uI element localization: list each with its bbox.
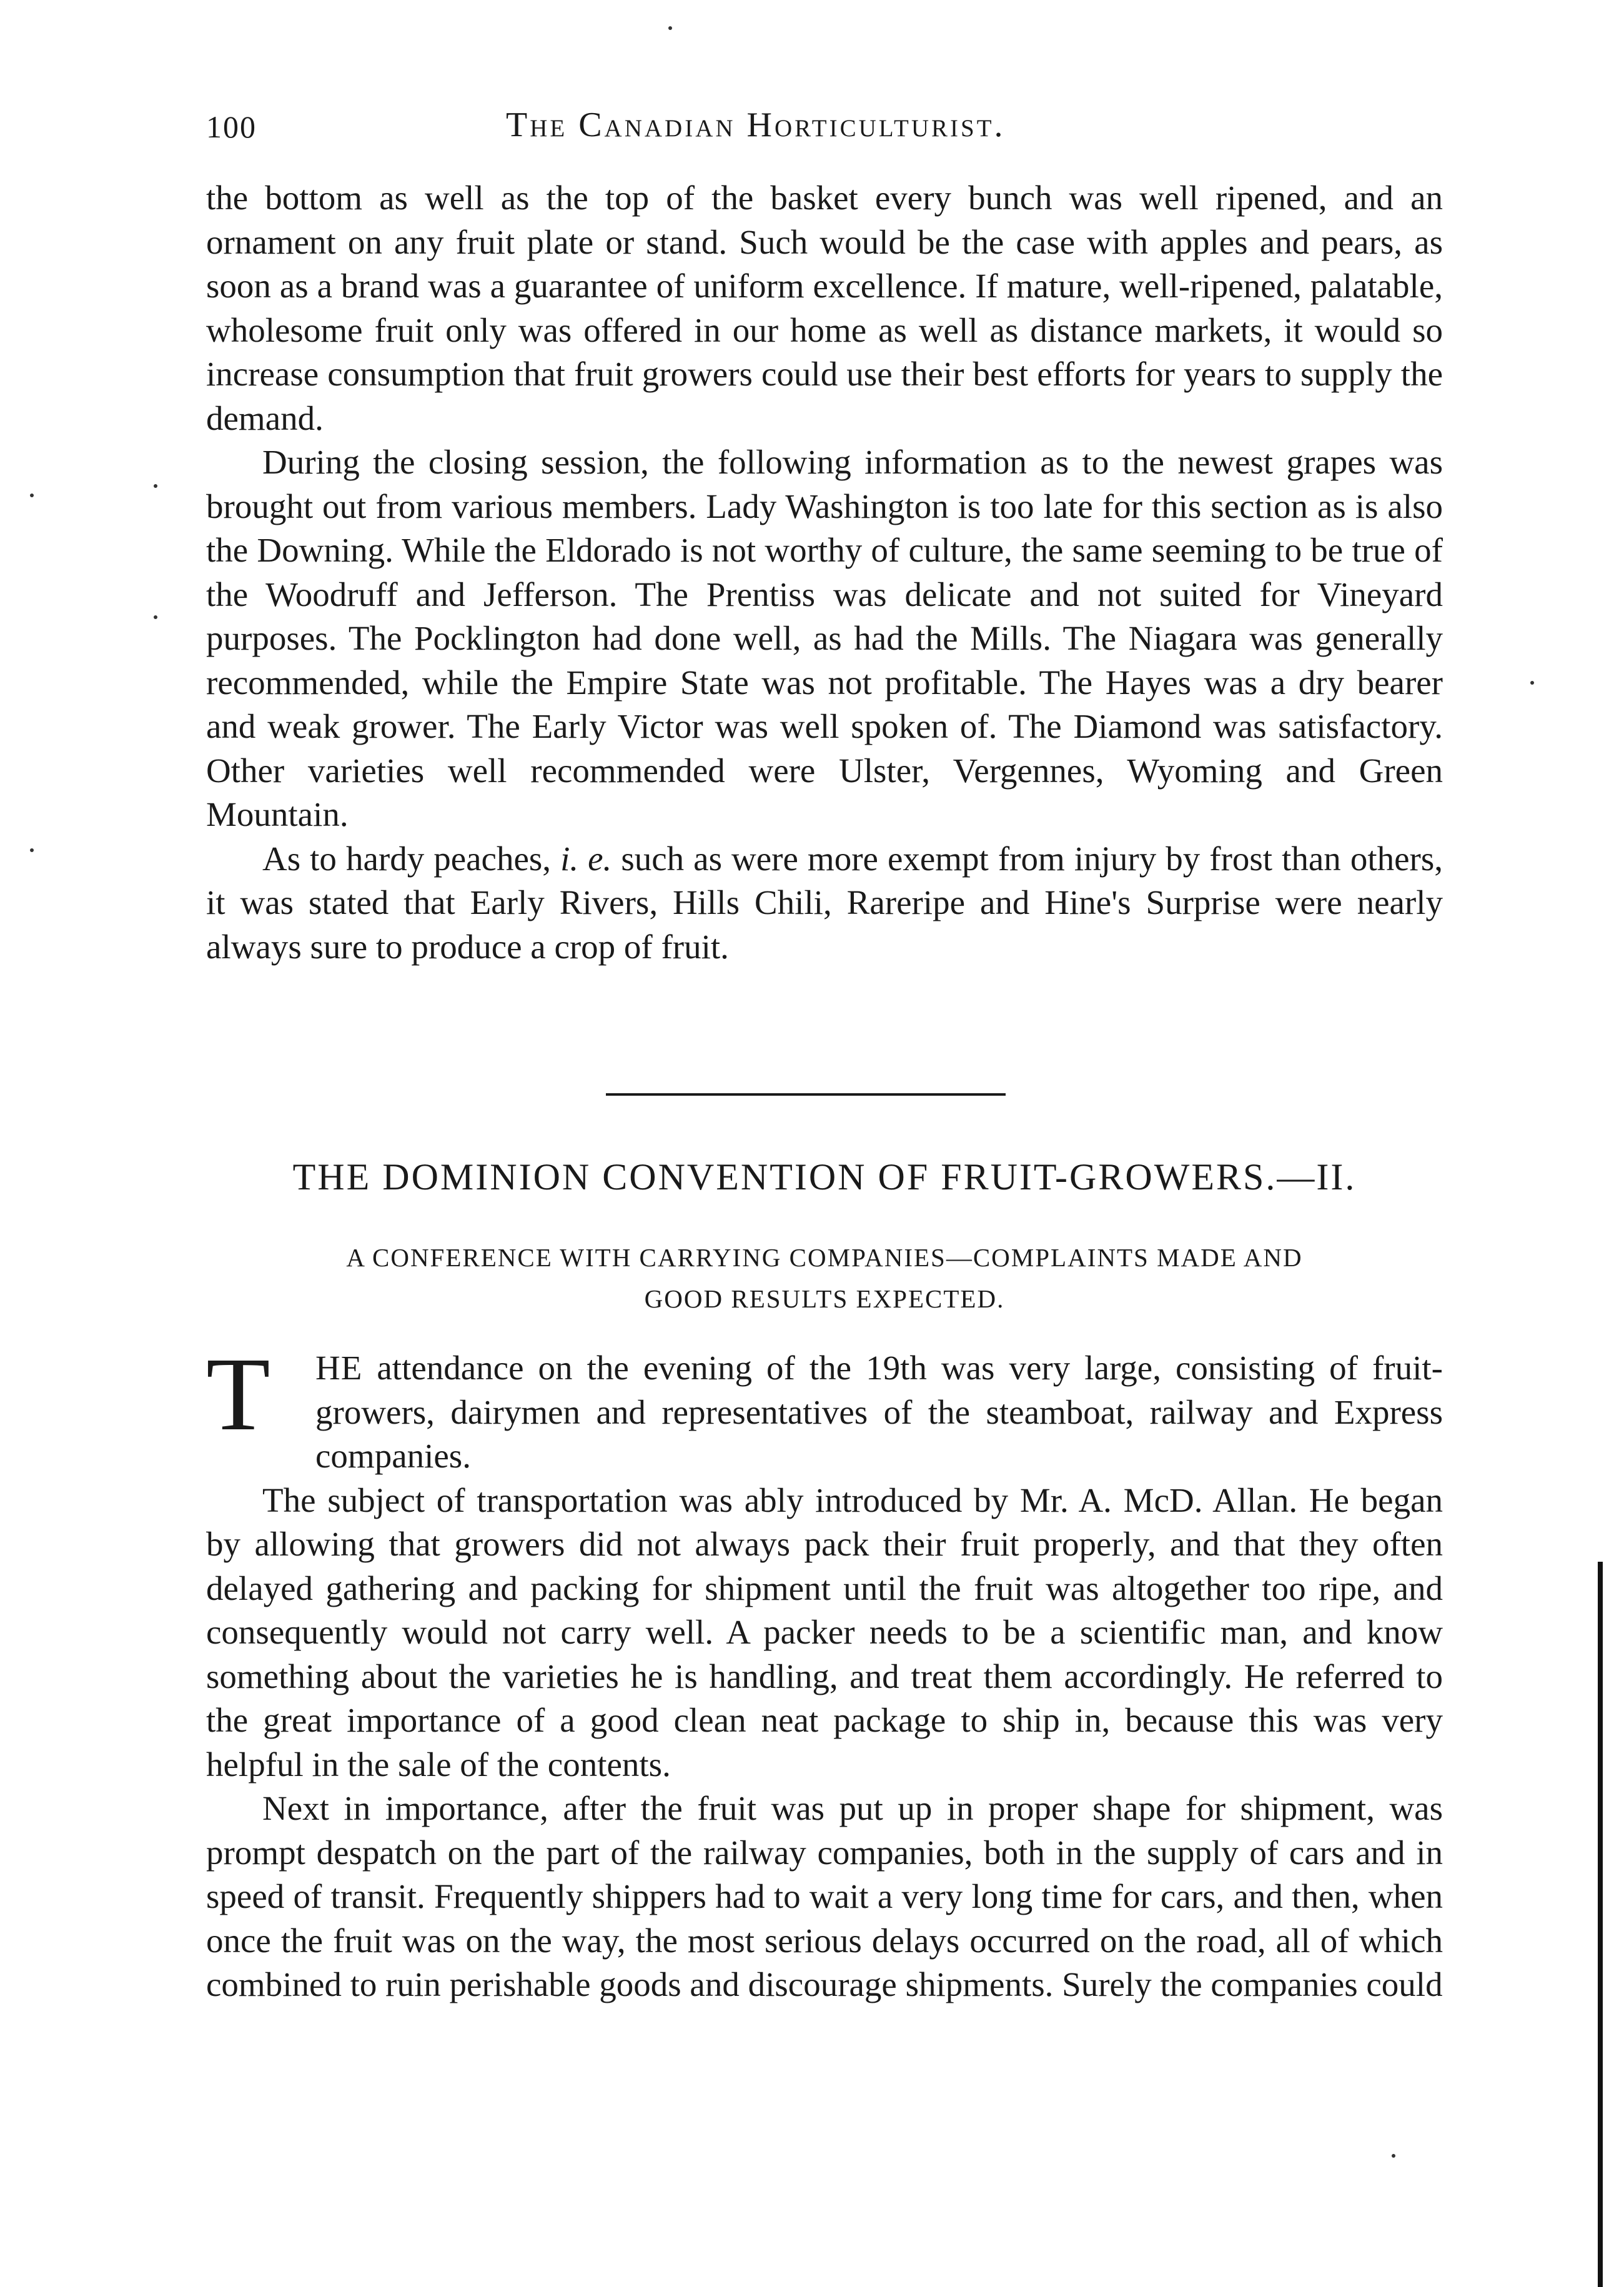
article-subtitle bbox=[206, 1237, 1443, 1319]
article-title: THE DOMINION CONVENTION OF FRUIT-GROWERS.—II. bbox=[292, 1156, 1357, 1198]
scan-speck bbox=[30, 848, 34, 852]
article-body bbox=[206, 1336, 1443, 2007]
article-subtitle-line-1: A CONFERENCE WITH CARRYING COMPANIES—COMPLAINTS MADE AND bbox=[346, 1243, 1303, 1272]
peaches-text-start: As to hardy peaches, bbox=[262, 839, 561, 878]
paragraph-attendance-text: attendance on the evening of the 19th was very large, consisting of fruit-growers, dairymen and representatives of the steamboat, railway and Express companies. bbox=[315, 1349, 1443, 1475]
page-number: 100 bbox=[206, 109, 257, 144]
scan-edge-shadow bbox=[1598, 1562, 1603, 2287]
paragraph-hardy-peaches bbox=[206, 837, 1443, 970]
drop-cap: T bbox=[206, 1336, 270, 1452]
scan-speck bbox=[30, 494, 34, 497]
scan-speck bbox=[1530, 681, 1534, 685]
article-subtitle-line-2: GOOD RESULTS EXPECTED. bbox=[644, 1284, 1005, 1313]
peaches-text-end: such as were more exempt from injury by frost than others, it was stated that Early Rivers, Hills Chili, Rareripe and Hine's Surprise were nearly always sure to produce a crop of fruit. bbox=[206, 839, 1443, 966]
paragraph-attendance bbox=[206, 1336, 1443, 1479]
paragraph-transportation: The subject of transportation was ably introduced by Mr. A. McD. Allan. He began by allowing that growers did not always pack their fruit properly, and that they often delayed gathering and packing for shipment until the fruit was altogether too ripe, and consequently would not carry well. A packer needs to be a scientific man, and know something about the varieties he is handling, and treat them accordingly. He referred to the great importance of a good clean neat package to ship in, because this was very helpful in the sale of the contents. bbox=[206, 1481, 1443, 1783]
scan-speck bbox=[668, 26, 672, 30]
abbreviation-ie: i. e. bbox=[560, 839, 612, 878]
lead-caps: HE bbox=[315, 1349, 363, 1387]
paragraph-grapes-intro: the bottom as well as the top of the basket every bunch was well ripened, and an ornament on any fruit plate or stand. Such would be the case with apples and pears, as soon as a brand was a guarantee of uniform excellence. If mature, well-ripened, palatable, wholesome fruit only was offered in our home as well as distance markets, it would so increase consumption that fruit growers could use their best efforts for years to supply the demand. bbox=[206, 179, 1443, 437]
running-title: The Canadian Horticulturist. bbox=[506, 106, 1006, 144]
paragraph-despatch: Next in importance, after the fruit was put up in proper shape for shipment, was prompt despatch on the part of the railway companies, both in the supply of cars and in speed of transit. Frequently shippers had to wait a very long time for cars, and then, when once the fruit was on the way, the most serious delays occurred on the road, all of which combined to ruin perishable goods and discourage shipments. Surely the companies could bbox=[206, 1789, 1443, 2003]
running-head bbox=[206, 105, 1443, 155]
continued-section bbox=[206, 176, 1443, 969]
scan-speck bbox=[154, 615, 157, 619]
scan-speck bbox=[154, 484, 157, 488]
section-divider bbox=[606, 1093, 1006, 1096]
paragraph-grapes-varieties: During the closing session, the following information as to the newest grapes was brought out from various members. Lady Washington is too late for this section as is also the Downing. While the Eldorado is not worthy of culture, the same seeming to be true of the Woodruff and Jefferson. The Prentiss was delicate and not suited for Vineyard purposes. The Pocklington had done well, as had the Mills. The Niagara was generally recommended, while the Empire State was not profitable. The Hayes was a dry bearer and weak grower. The Early Victor was well spoken of. The Diamond was satisfactory. Other varieties well recommended were Ulster, Vergennes, Wyoming and Green Mountain. bbox=[206, 443, 1443, 833]
scan-speck bbox=[1392, 2154, 1395, 2158]
